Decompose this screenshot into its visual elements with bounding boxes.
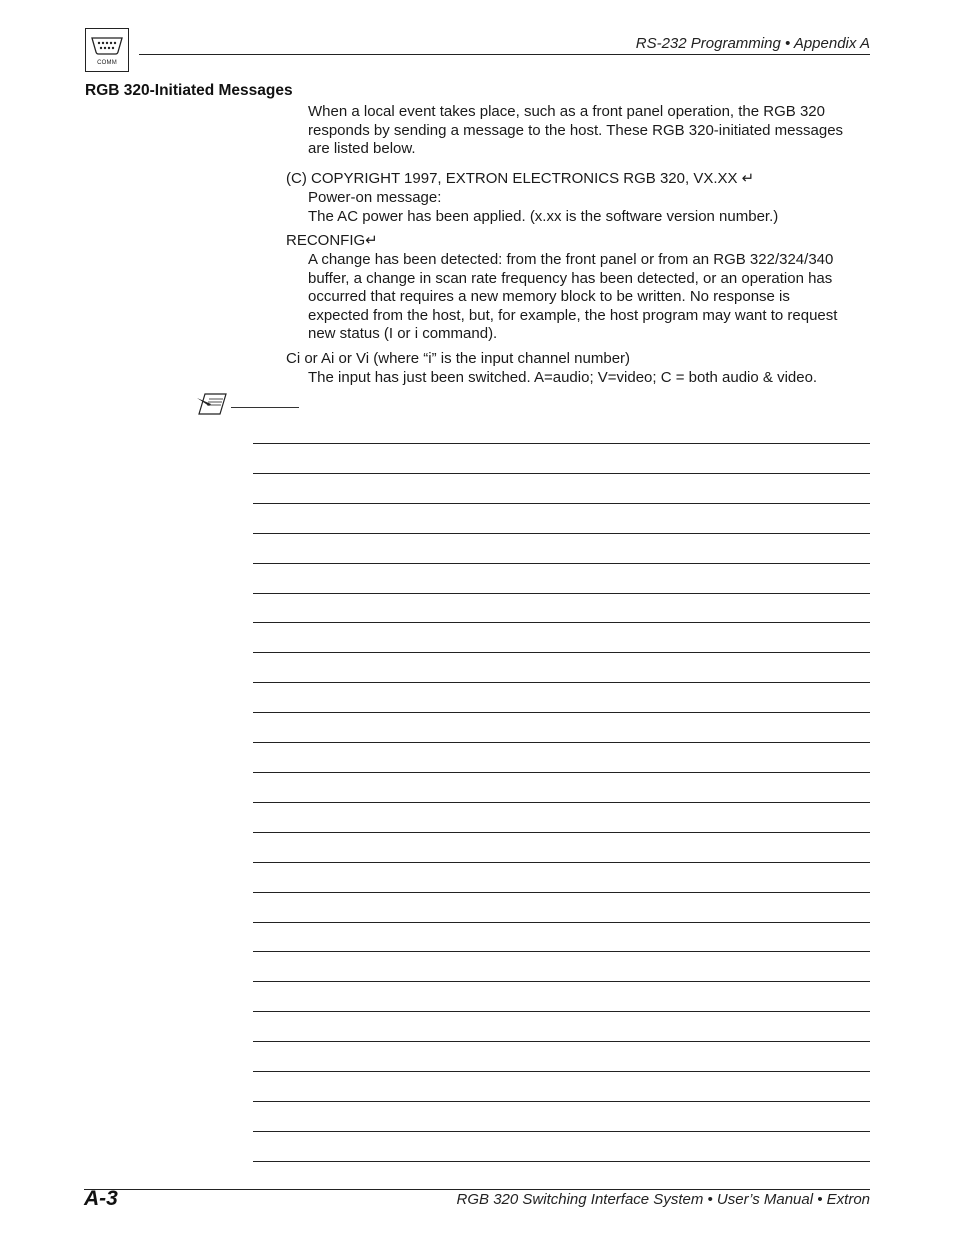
note-ruled-line [253, 1131, 870, 1161]
note-ruled-line [253, 802, 870, 832]
note-ruled-line [253, 593, 870, 623]
description-line: A change has been detected: from the front panel or from an RGB 322/324/340 [308, 251, 834, 268]
note-ruled-line [253, 652, 870, 682]
message-description [308, 189, 778, 226]
section-heading: RGB 320-Initiated Messages [85, 82, 293, 99]
description-line: The input has just been switched. A=audio; V=video; C = both audio & video. [308, 369, 818, 386]
note-ruled-line [253, 922, 870, 952]
note-ruled-line [253, 533, 870, 563]
description-line: expected from the host, but, for example, the host program may want to request [308, 306, 838, 324]
note-ruled-line [253, 981, 870, 1011]
message-command: (C) COPYRIGHT 1997, EXTRON ELECTRONICS RGB 320, VX.XX ↵ [286, 170, 755, 187]
note-ruled-line [253, 1071, 870, 1101]
message-description [308, 369, 817, 388]
intro-line: responds by sending a message to the host. These RGB 320-initiated messages [308, 121, 844, 139]
description-line: buffer, a change in scan rate frequency has been detected, or an operation has [308, 269, 833, 287]
note-rule [231, 407, 299, 408]
note-ruled-line [253, 712, 870, 742]
intro-paragraph [308, 103, 843, 159]
comm-port-icon [85, 28, 129, 72]
comm-icon-label: COMM [97, 60, 117, 66]
note-ruled-line [253, 1161, 870, 1191]
description-line: Power-on message: [308, 189, 442, 206]
note-ruled-line [253, 1101, 870, 1131]
description-line: occurred that requires a new memory block to be written. No response is [308, 288, 790, 306]
header-rule [139, 54, 870, 55]
message-command: RECONFIG↵ [286, 232, 378, 249]
running-title: RS-232 Programming • Appendix A [635, 35, 870, 52]
note-ruled-line [253, 951, 870, 981]
note-ruled-line [253, 862, 870, 892]
note-ruled-line [253, 503, 870, 533]
message-command: Ci or Ai or Vi (where “i” is the input channel number) [286, 350, 631, 367]
note-ruled-line [253, 682, 870, 712]
page-number: A-3 [84, 1187, 118, 1210]
intro-line: When a local event takes place, such as a front panel operation, the RGB 320 [308, 103, 825, 120]
note-ruled-line [253, 443, 870, 473]
note-ruled-line [253, 622, 870, 652]
note-ruled-line [253, 742, 870, 772]
note-ruled-line [253, 473, 870, 503]
description-line: The AC power has been applied. (x.xx is the software version number.) [308, 207, 779, 225]
note-ruled-lines [253, 443, 870, 1191]
note-ruled-line [253, 892, 870, 922]
note-pencil-icon [196, 390, 230, 421]
intro-line: are listed below. [308, 140, 416, 158]
message-description [308, 251, 837, 344]
note-ruled-line [253, 1011, 870, 1041]
description-line: new status (I or i command). [308, 325, 498, 343]
note-ruled-line [253, 563, 870, 593]
db9-connector-icon [90, 36, 124, 58]
note-ruled-line [253, 772, 870, 802]
note-ruled-line [253, 832, 870, 862]
footer-rule [84, 1189, 870, 1190]
note-ruled-line [253, 1041, 870, 1071]
publication-title: RGB 320 Switching Interface System • User’s Manual • Extron [456, 1191, 870, 1208]
